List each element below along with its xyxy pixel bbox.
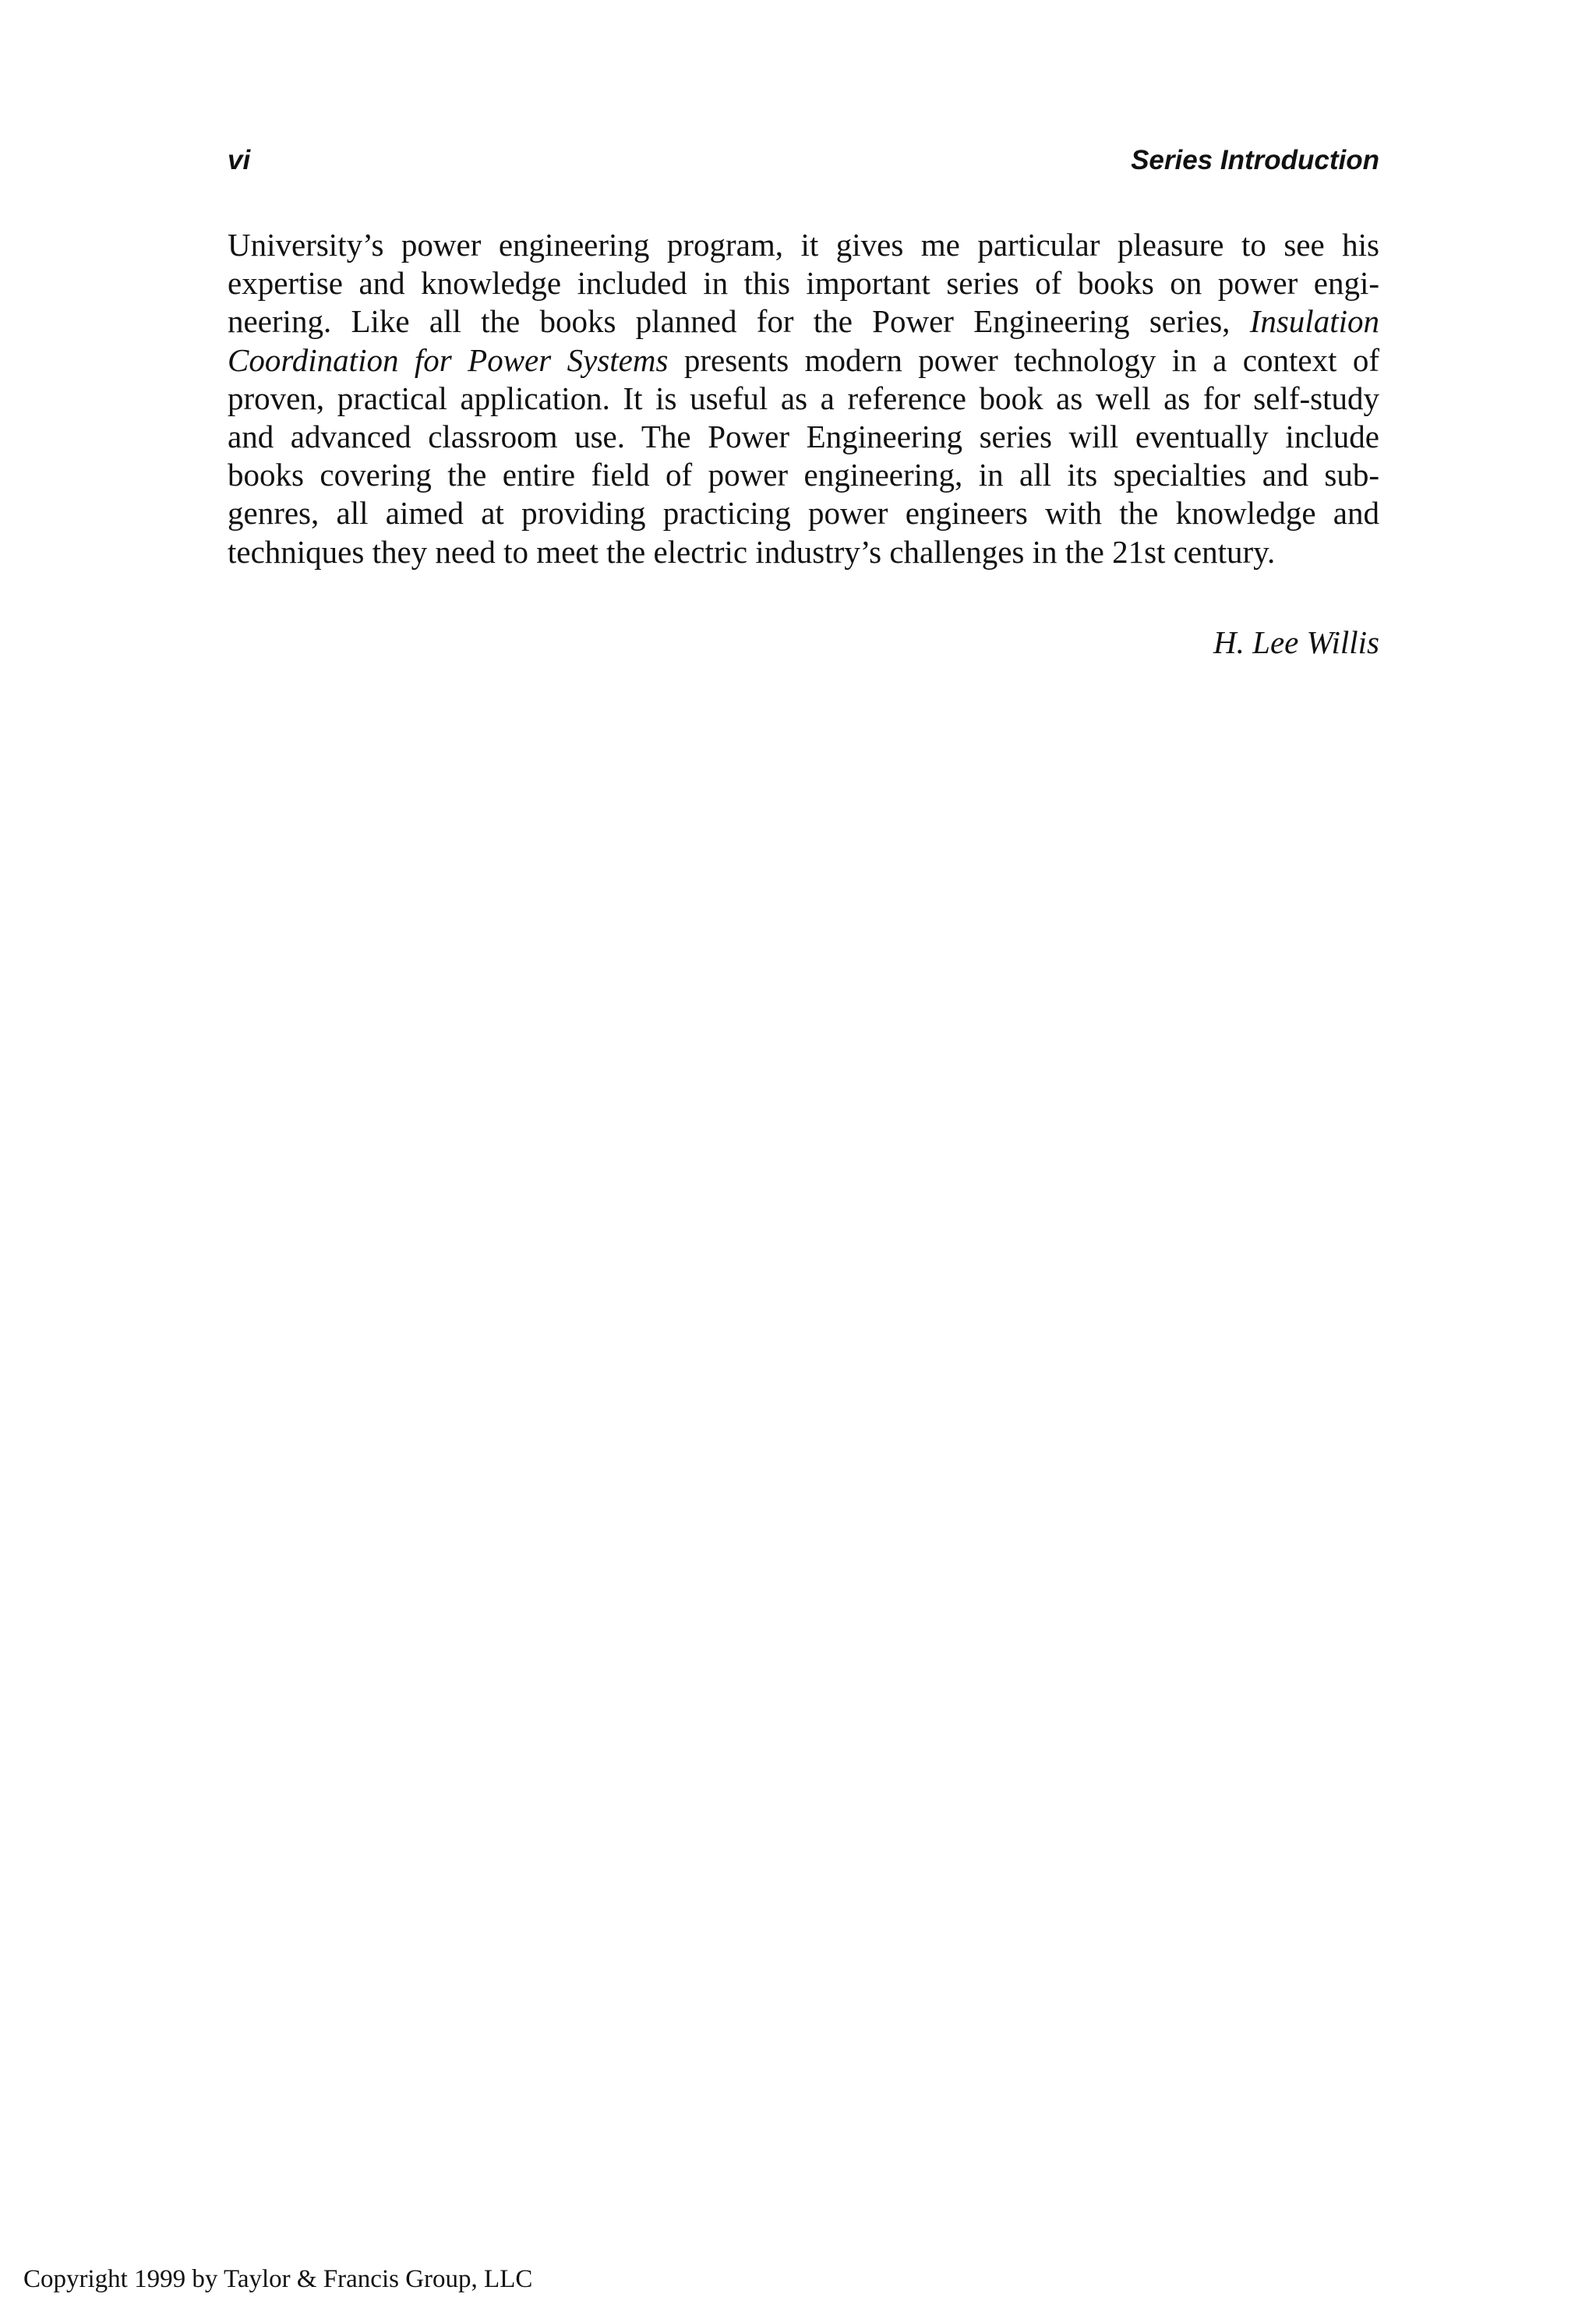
- text-line: books covering the entire field of power engineering, in all its specialties and sub-: [228, 457, 1379, 493]
- copyright-notice: Copyright 1999 by Taylor & Francis Group, LLC: [23, 2265, 533, 2293]
- text-line: techniques they need to meet the electric industry’s challenges in the 21st century.: [228, 533, 1276, 570]
- text-line: University’s power engineering program, it gives me particular pleasure to see his: [228, 227, 1379, 263]
- author-signature: H. Lee Willis: [1213, 624, 1379, 660]
- text-line: expertise and knowledge included in this important series of books on power engi-: [228, 265, 1379, 302]
- text-line: proven, practical application. It is useful as a reference book as well as for self-study: [228, 380, 1379, 416]
- text-line: genres, all aimed at providing practicing power engineers with the knowledge and: [228, 495, 1379, 532]
- section-title: Series Introduction: [1131, 145, 1379, 175]
- running-head: [228, 139, 1379, 182]
- text-line: Coordination for Power Systems presents modern power technology in a context of: [228, 341, 1379, 378]
- text-line: neering. Like all the books planned for the Power Engineering series, Insulation: [228, 303, 1379, 340]
- book-title-italic: Insulation: [1249, 303, 1379, 340]
- body-paragraph: [228, 226, 1379, 571]
- text-line: and advanced classroom use. The Power Engineering series will eventually include: [228, 418, 1379, 454]
- page-number: vi: [228, 145, 251, 175]
- book-title-italic: Coordination for Power Systems: [228, 341, 669, 378]
